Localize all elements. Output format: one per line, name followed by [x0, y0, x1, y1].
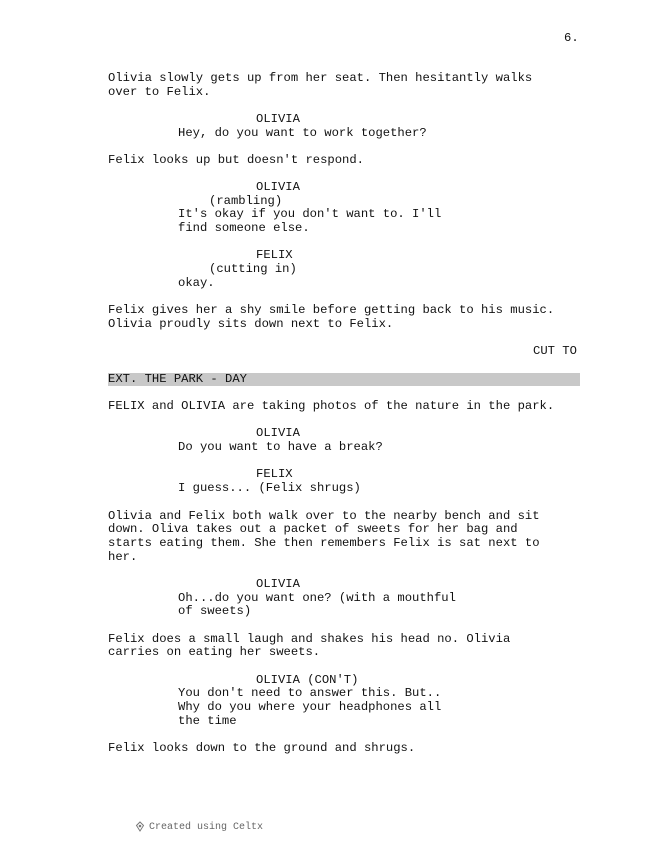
dialogue-line: of sweets)	[178, 604, 252, 618]
dialogue-line: Why do you where your headphones all	[178, 700, 442, 714]
action-line: starts eating them. She then remembers Felix is sat next to	[108, 536, 540, 550]
character-name: OLIVIA	[256, 426, 300, 440]
action-line: Felix looks down to the ground and shrugs.	[108, 741, 416, 755]
action-line: Olivia and Felix both walk over to the nearby bench and sit	[108, 509, 540, 523]
character-name: OLIVIA	[256, 112, 300, 126]
dialogue-line: okay.	[178, 276, 215, 290]
action-line: down. Oliva takes out a packet of sweets for her bag and	[108, 522, 518, 536]
scene-heading: EXT. THE PARK - DAY	[108, 372, 247, 386]
dialogue-line: Hey, do you want to work together?	[178, 126, 427, 140]
dialogue-line: You don't need to answer this. But..	[178, 686, 442, 700]
parenthetical: (cutting in)	[209, 262, 297, 276]
transition: CUT TO	[533, 344, 577, 358]
dialogue-line: Do you want to have a break?	[178, 440, 383, 454]
character-name: OLIVIA (CON'T)	[256, 673, 359, 687]
character-name: FELIX	[256, 467, 293, 481]
dialogue-line: Oh...do you want one? (with a mouthful	[178, 591, 456, 605]
character-name: FELIX	[256, 248, 293, 262]
action-line: over to Felix.	[108, 85, 211, 99]
page-number: 6.	[564, 31, 579, 45]
character-name: OLIVIA	[256, 180, 300, 194]
action-line: Olivia slowly gets up from her seat. Then hesitantly walks	[108, 71, 533, 85]
action-line: Felix does a small laugh and shakes his head no. Olivia	[108, 632, 511, 646]
celtx-logo-icon	[135, 822, 149, 833]
character-name: OLIVIA	[256, 577, 300, 591]
dialogue-line: the time	[178, 714, 237, 728]
footer	[111, 810, 263, 844]
action-line: FELIX and OLIVIA are taking photos of the nature in the park.	[108, 399, 555, 413]
dialogue-line: I guess... (Felix shrugs)	[178, 481, 361, 495]
dialogue-line: It's okay if you don't want to. I'll	[178, 207, 442, 221]
footer-text: Created using Celtx	[149, 822, 264, 834]
action-line: Olivia proudly sits down next to Felix.	[108, 317, 394, 331]
action-line: Felix gives her a shy smile before getting back to his music.	[108, 303, 555, 317]
parenthetical: (rambling)	[209, 194, 283, 208]
action-line: her.	[108, 550, 138, 564]
action-line: carries on eating her sweets.	[108, 645, 321, 659]
dialogue-line: find someone else.	[178, 221, 310, 235]
action-line: Felix looks up but doesn't respond.	[108, 153, 364, 167]
